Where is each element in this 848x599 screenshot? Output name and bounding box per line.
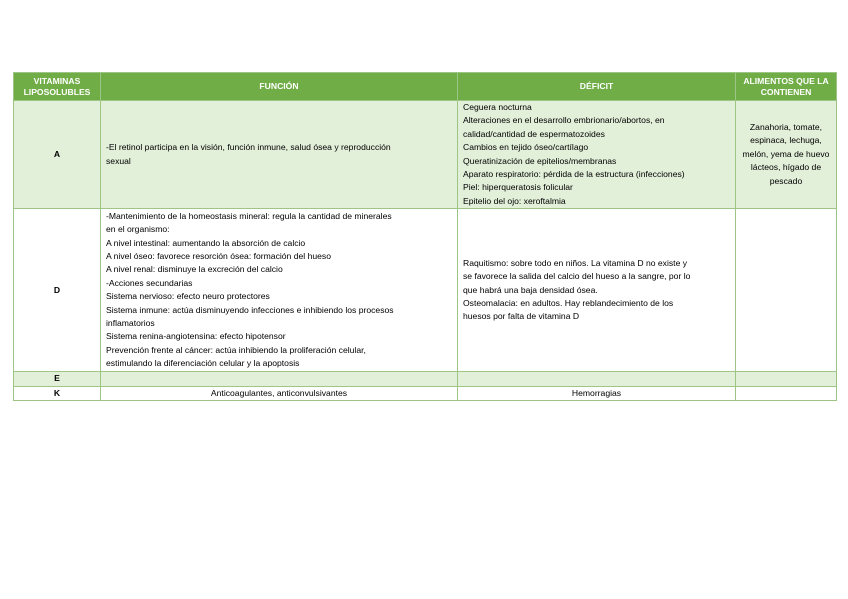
deficit-line: Raquitismo: sobre todo en niños. La vitamina D no existe y — [463, 257, 688, 268]
deficit-line: huesos por falta de vitamina D — [463, 311, 580, 322]
funcion-line: A nivel renal: disminuye la excreción del calcio — [106, 264, 283, 275]
funcion-cell — [101, 101, 458, 209]
header-alimentos: ALIMENTOS QUE LA CONTIENEN — [736, 73, 837, 101]
alimentos-cell — [736, 386, 837, 400]
funcion-line: A nivel intestinal: aumentando la absorción de calcio — [106, 237, 306, 248]
deficit-line: Piel: hiperqueratosis folicular — [463, 182, 573, 193]
funcion-line: sexual — [106, 155, 131, 166]
deficit-line: Cambios en tejido óseo/cartílago — [463, 142, 589, 153]
deficit-line: Alteraciones en el desarrollo embrionario/abortos, en — [463, 115, 665, 126]
deficit-line: Aparato respiratorio: pérdida de la estructura (infecciones) — [463, 169, 685, 180]
vitamin-cell: A — [14, 101, 101, 209]
funcion-cell — [101, 372, 458, 386]
table-row-vitamin-a — [14, 101, 837, 209]
table-row-vitamin-k — [14, 386, 837, 400]
table-row-vitamin-d — [14, 209, 837, 372]
header-funcion: FUNCIÓN — [101, 73, 458, 101]
deficit-line: se favorece la salida del calcio del hueso a la sangre, por lo — [463, 271, 691, 282]
table-row-vitamin-e — [14, 372, 837, 386]
vitamin-cell: K — [14, 386, 101, 400]
funcion-line: estimulando la diferenciación celular y la apoptosis — [106, 358, 300, 369]
table-header-row — [14, 73, 837, 101]
funcion-line: -El retinol participa en la visión, función inmune, salud ósea y reproducción — [106, 142, 391, 153]
deficit-line: Epitelio del ojo: xeroftalmia — [463, 195, 566, 206]
deficit-cell — [458, 372, 736, 386]
deficit-cell — [458, 209, 736, 372]
funcion-line: inflamatorios — [106, 318, 155, 329]
funcion-line: en el organismo: — [106, 224, 170, 235]
deficit-line: que habrá una baja densidad ósea. — [463, 284, 598, 295]
funcion-line: A nivel óseo: favorece resorción ósea: formación del hueso — [106, 251, 331, 262]
alimentos-cell: Zanahoria, tomate, espinaca, lechuga, melón, yema de huevo lácteos, hígado de pescado — [736, 101, 837, 209]
funcion-line: Prevención frente al cáncer: actúa inhibiendo la proliferación celular, — [106, 344, 366, 355]
header-deficit: DÉFICIT — [458, 73, 736, 101]
deficit-line: calidad/cantidad de espermatozoides — [463, 128, 605, 139]
deficit-line: Ceguera nocturna — [463, 102, 532, 112]
header-vitaminas: VITAMINAS LIPOSOLUBLES — [14, 73, 101, 101]
alimentos-cell — [736, 372, 837, 386]
funcion-cell — [101, 209, 458, 372]
deficit-line: Queratinización de epitelios/membranas — [463, 155, 617, 166]
alimentos-cell — [736, 209, 837, 372]
funcion-line: Sistema inmune: actúa disminuyendo infecciones e inhibiendo los procesos — [106, 304, 394, 315]
funcion-cell: Anticoagulantes, anticonvulsivantes — [101, 386, 458, 400]
funcion-line: Sistema renina-angiotensina: efecto hipotensor — [106, 331, 286, 342]
funcion-line: Sistema nervioso: efecto neuro protectores — [106, 291, 270, 302]
deficit-line: Osteomalacia: en adultos. Hay reblandecimiento de los — [463, 297, 674, 308]
funcion-line: -Acciones secundarias — [106, 277, 193, 288]
funcion-line: -Mantenimiento de la homeostasis mineral: regula la cantidad de minerales — [106, 210, 392, 221]
vitamin-cell: D — [14, 209, 101, 372]
vitamin-cell: E — [14, 372, 101, 386]
deficit-cell — [458, 101, 736, 209]
deficit-cell: Hemorragias — [458, 386, 736, 400]
vitamins-table — [13, 72, 837, 401]
